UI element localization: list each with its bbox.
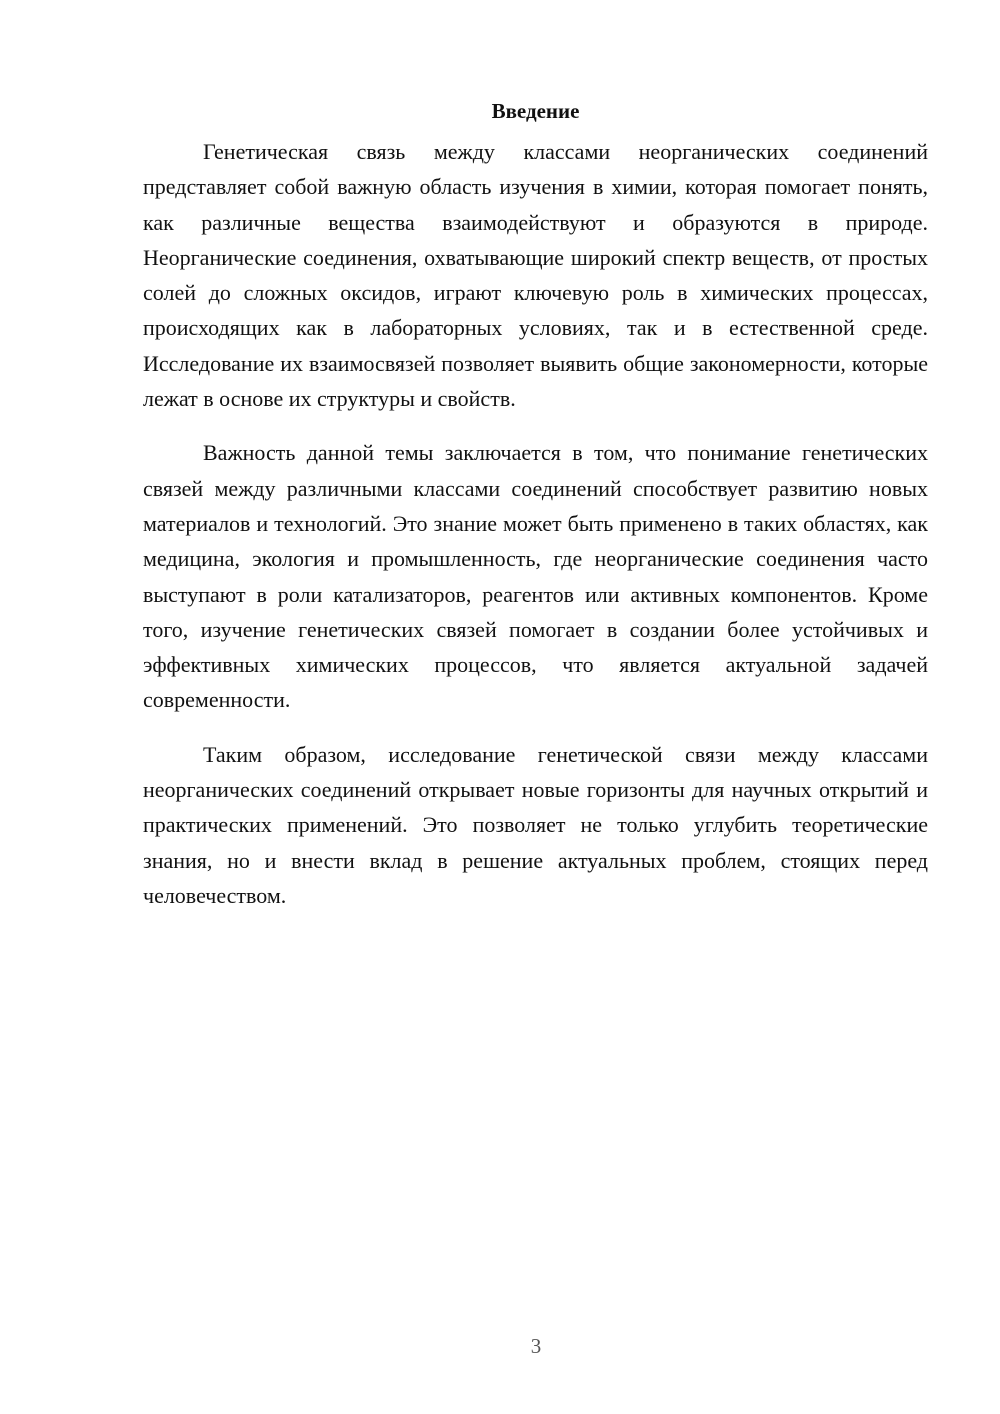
page-number: 3 [530, 1334, 542, 1358]
paragraph-1: Генетическая связь между классами неорганических соединений представляет собой важную область изучения в химии, которая помогает понять, как различные вещества взаимодействуют и образуются в природе. Неорганические соединения, охватывающие широкий спектр веществ, от простых солей до сложных оксидов, играют ключевую роль в химических процессах, происходящих как в лабораторных условиях, так и в естественной среде. Исследование их взаимосвязей позволяет выявить общие закономерности, которые лежат в основе их структуры и свойств. [143, 139, 928, 412]
paragraph-2: Важность данной темы заключается в том, что понимание генетических связей между различными классами соединений способствует развитию новых материалов и технологий. Это знание может быть применено в таких областях, как медицина, экология и промышленность, где неорганические соединения часто выступают в роли катализаторов, реагентов или активных компонентов. Кроме того, изучение генетических связей помогает в создании более устойчивых и эффективных химических процессов, что является актуальной задачей современности. [143, 440, 928, 713]
page-content [143, 96, 928, 932]
paragraph-3: Таким образом, исследование генетической связи между классами неорганических соединений открывает новые горизонты для научных открытий и практических применений. Это позволяет не только углубить теоретические знания, но и внести вклад в решение актуальных проблем, стоящих перед человечеством. [143, 741, 928, 908]
section-title: Введение [491, 99, 580, 123]
